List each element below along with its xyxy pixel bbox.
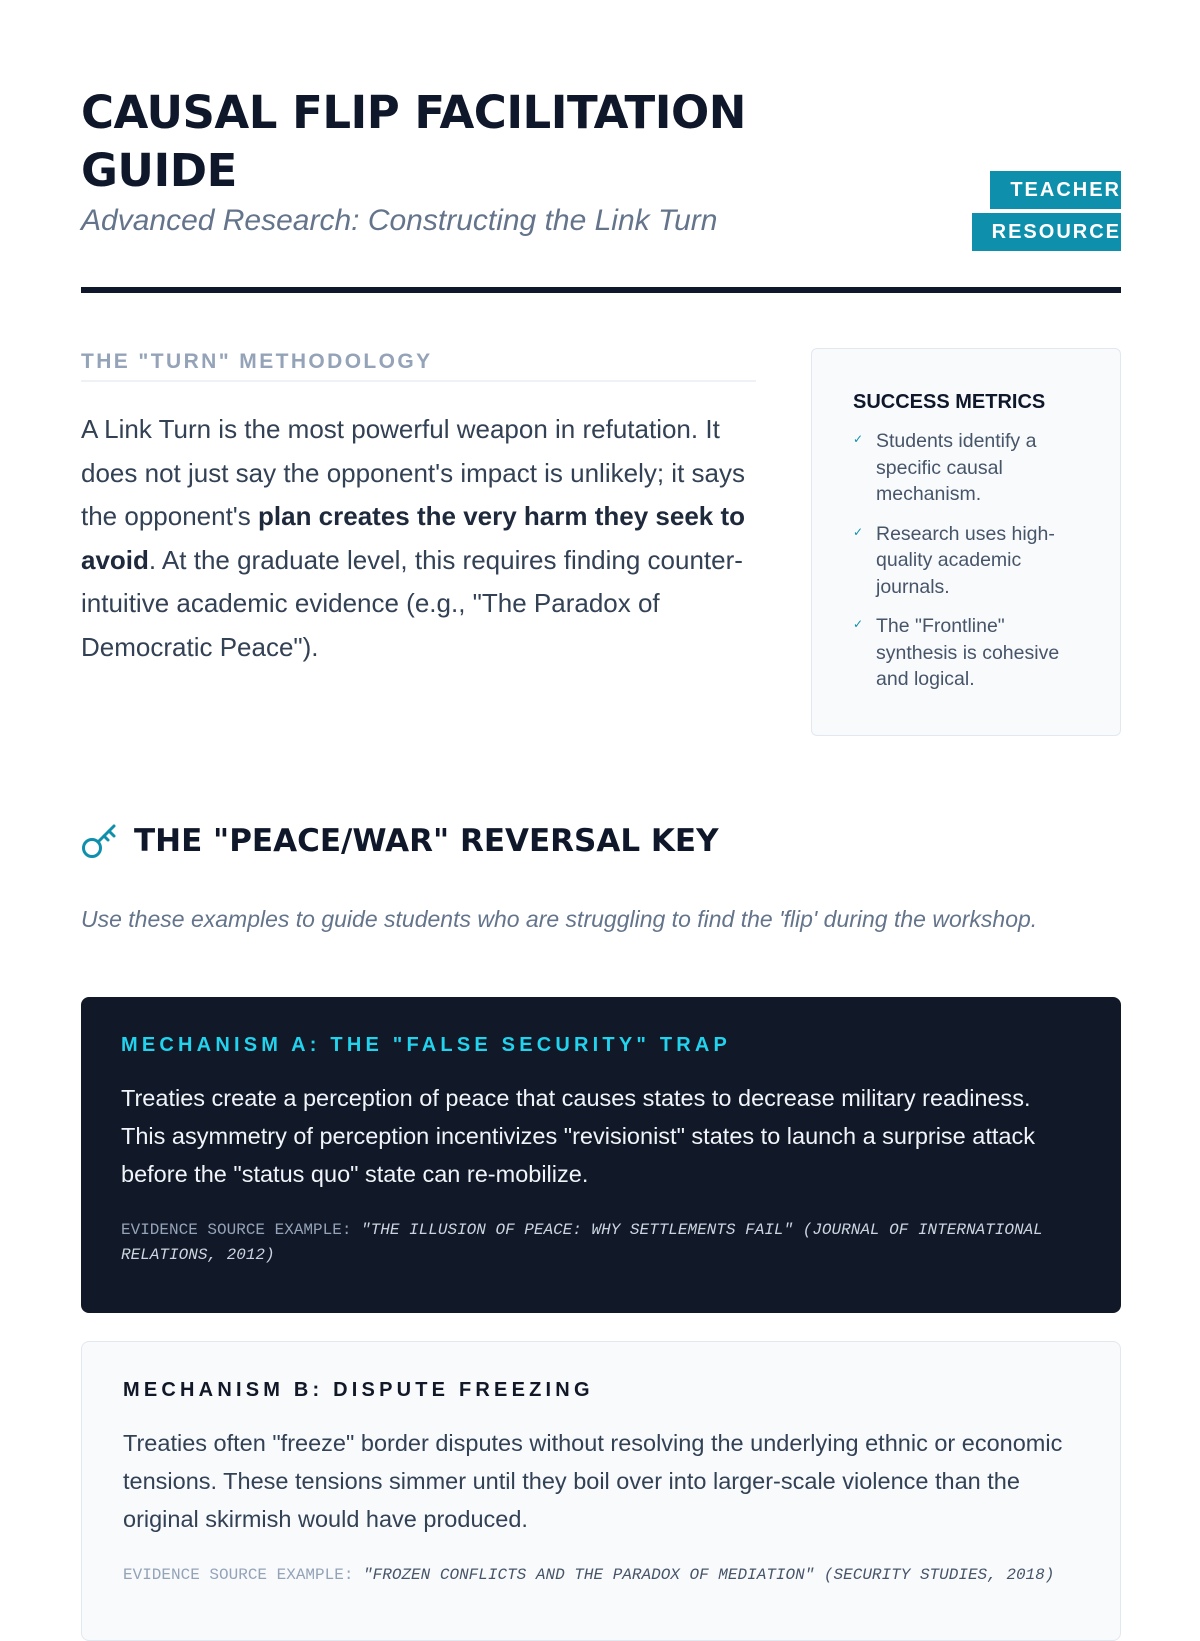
- page-title: CAUSAL FLIP FACILITATION GUIDE: [81, 86, 746, 197]
- metric-text: Students identify a specific causal mechanism.: [876, 430, 1037, 505]
- checkmark-icon: ✓: [853, 617, 864, 631]
- checkmark-icon: ✓: [853, 432, 864, 446]
- methodology-section: [81, 350, 756, 669]
- reversal-key-header: [81, 818, 1121, 864]
- metric-item: [853, 521, 1090, 601]
- reversal-key-title: THE "PEACE/WAR" REVERSAL KEY: [134, 823, 719, 859]
- metric-item: [853, 613, 1090, 693]
- reversal-key-intro: Use these examples to guide students who are struggling to find the 'flip' during the workshop.: [81, 906, 1038, 932]
- mechanism-a-heading: MECHANISM A: THE "FALSE SECURITY" TRAP: [121, 1034, 732, 1056]
- methodology-text-emphasis: plan creates the very harm they seek to avoid: [81, 501, 746, 575]
- source-label: EVIDENCE SOURCE EXAMPLE:: [121, 1221, 352, 1239]
- methodology-heading: THE "TURN" METHODOLOGY: [81, 350, 756, 382]
- mechanism-a-source: [121, 1218, 1081, 1268]
- metric-text: The "Frontline" synthesis is cohesive and logical.: [876, 615, 1060, 690]
- mechanism-a-card: [81, 997, 1121, 1313]
- success-metrics-heading: SUCCESS METRICS: [853, 391, 1046, 413]
- methodology-text: [81, 408, 756, 669]
- source-citation: "THE ILLUSION OF PEACE: WHY SETTLEMENTS FAIL" (JOURNAL OF INTERNATIONAL RELATIONS, 2012): [121, 1221, 1043, 1264]
- metric-item: [853, 428, 1090, 508]
- header: [81, 0, 1121, 296]
- key-icon: [81, 822, 119, 860]
- success-metrics-list: [853, 428, 1090, 693]
- source-label: EVIDENCE SOURCE EXAMPLE:: [123, 1566, 354, 1584]
- mechanism-b-heading: MECHANISM B: DISPUTE FREEZING: [123, 1379, 594, 1401]
- mechanism-a-body: Treaties create a perception of peace that causes states to decrease military readiness. This asymmetry of perception incentivizes "revisionist" states to launch a surprise attack before the "status quo" state can re-mobilize.: [121, 1085, 1035, 1187]
- header-divider: [81, 287, 1121, 293]
- success-metrics-card: [811, 348, 1121, 736]
- methodology-text-part-2: . At the graduate level, this requires finding counter-intuitive academic evidence (e.g., "The Paradox of Democratic Peace").: [81, 544, 743, 662]
- mechanism-b-source: [123, 1563, 1080, 1588]
- methodology-text-part-1: A Link Turn is the most powerful weapon in refutation. It does not just say the opponent's impact is unlikely; it says the opponent's: [81, 414, 745, 531]
- checkmark-icon: ✓: [853, 524, 864, 539]
- page: [81, 0, 1121, 1584]
- mechanism-b-card: [81, 1341, 1121, 1641]
- teacher-resource-badge: [971, 170, 1121, 254]
- page-subtitle: Advanced Research: Constructing the Link Turn: [81, 204, 718, 237]
- mechanism-b-body: Treaties often "freeze" border disputes without resolving the underlying ethnic or economic tensions. These tensions simmer until they boil over into larger-scale violence than the original skirmish would have produced.: [123, 1430, 1063, 1532]
- badge-label: TEACHER RESOURCE: [972, 171, 1121, 251]
- source-citation: "FROZEN CONFLICTS AND THE PARADOX OF MEDIATION" (SECURITY STUDIES, 2018): [363, 1566, 1055, 1584]
- metric-text: Research uses high-quality academic journals.: [876, 522, 1055, 598]
